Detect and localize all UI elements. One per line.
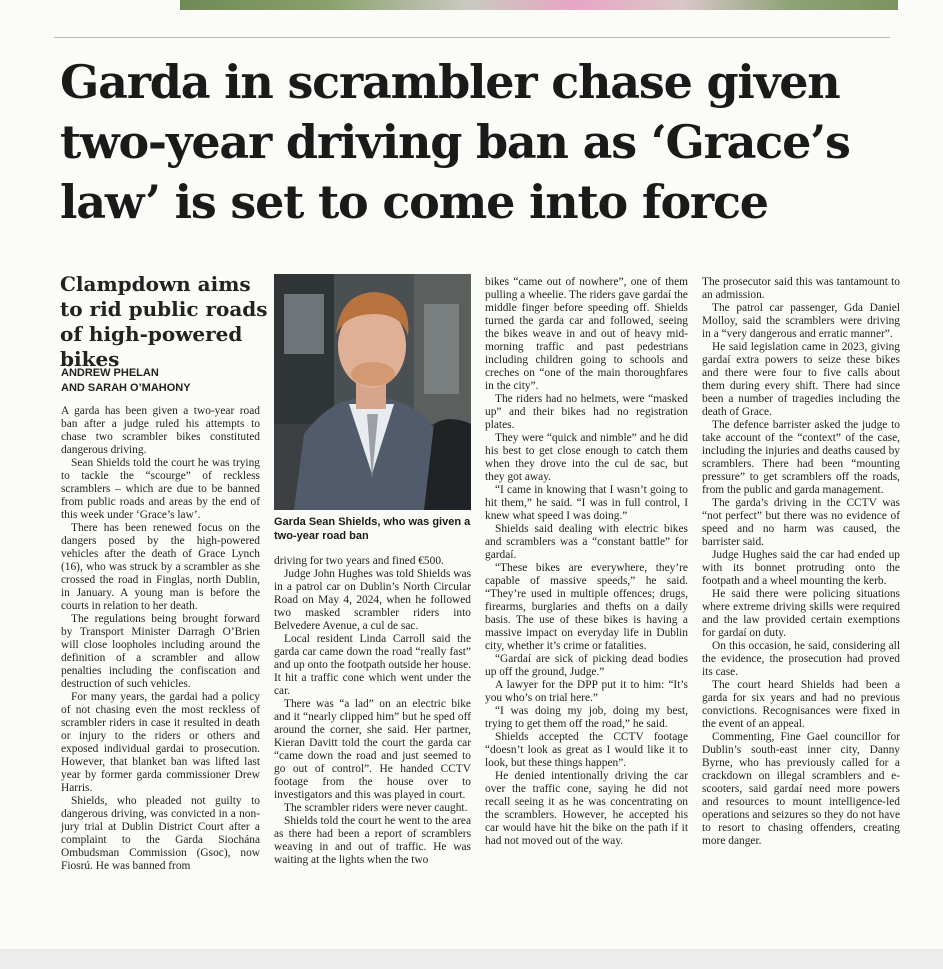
byline — [61, 366, 273, 396]
paragraph: Sean Shields told the court he was trying to tackle the “scourge” of reckless scramblers – which are due to be banned from public roads and areas by the end of this week under ‘Grace’s law’. — [61, 457, 260, 521]
paragraph: A garda has been given a two-year road ban after a judge ruled his attempts to chase two scrambler bikes constituted dangerous driving. — [61, 405, 260, 456]
paragraph: He said legislation came in 2023, giving gardaí extra powers to seize these bikes and there were four to five calls about them during every shift. There had since been a number of tragedies including the death of Grace. — [702, 341, 900, 418]
paragraph: Shields, who pleaded not guilty to dangerous driving, was convicted in a non-jury trial at Dublin District Court after a complaint to the Garda Siochána Ombudsman Commission (Gsoc), now Fiosrú. He was banned from — [61, 795, 260, 872]
section-divider — [54, 37, 890, 38]
paragraph: Judge John Hughes was told Shields was in a patrol car on Dublin’s North Circular Road on May 4, 2024, when he followed two masked scrambler riders into Belvedere Avenue, a cul de sac. — [274, 568, 471, 632]
garda-portrait-image — [274, 274, 471, 510]
article-subhead: Clampdown aims to rid public roads of high-powered bikes — [60, 272, 268, 371]
paragraph: “I was doing my job, doing my best, trying to get them off the road,” he said. — [485, 705, 688, 730]
byline-author-2: AND SARAH O’MAHONY — [61, 382, 191, 394]
paragraph: Shields said dealing with electric bikes and scramblers was a “constant battle” for gardaí. — [485, 523, 688, 561]
body-column-4 — [702, 276, 900, 848]
paragraph: The regulations being brought forward by Transport Minister Darragh O’Brien will close loopholes including around the definition of a scrambler and allow penalties including the confiscation and destruction of such vehicles. — [61, 613, 260, 690]
paragraph: The defence barrister asked the judge to take account of the “context” of the case, including the injuries and deaths caused by scramblers. There had been “mounting pressure” to get scramblers off the roads, from the public and garda management. — [702, 419, 900, 496]
paragraph: On this occasion, he said, considering all the evidence, the prosecution had proved its case. — [702, 640, 900, 678]
body-column-2 — [274, 555, 471, 867]
paragraph: The garda’s driving in the CCTV was “not perfect” but there was no evidence of speed and no harm was caused, the barrister said. — [702, 497, 900, 548]
body-column-3 — [485, 276, 688, 848]
paragraph: The scrambler riders were never caught. — [284, 802, 468, 814]
paragraph: “These bikes are everywhere, they’re capable of massive speeds,” he said. “They’re used in multiple offences; drugs, firearms, burglaries and thefts on a daily basis. The use of these bikes is having a massive impact on everyday life in Dublin city, whether it’s crime or fatalities. — [485, 562, 688, 652]
paragraph: For many years, the gardai had a policy of not chasing even the most reckless of scrambler riders in case it resulted in death or injury to the riders or others and exposed individual gardai to prosecution. However, that blanket ban was lifted last year by former garda commissioner Drew Harris. — [61, 691, 260, 794]
paragraph: He said there were policing situations where extreme driving skills were required and the law provided certain exemptions for gardaí on duty. — [702, 588, 900, 639]
paragraph: The prosecutor said this was tantamount to an admission. — [702, 276, 900, 301]
paragraph: He denied intentionally driving the car over the traffic cone, saying he did not recall seeing it as he was concentrating on the scramblers. However, he accepted his car would have hit the bike on the path if it had not moved out of the way. — [485, 770, 688, 847]
paragraph: Judge Hughes said the car had ended up with its bonnet protruding onto the footpath and a wheel mounting the kerb. — [702, 549, 900, 587]
paragraph: Shields accepted the CCTV footage “doesn’t look as great as I would like it to look, but these things happen”. — [485, 731, 688, 769]
viewer-bottom-bar — [0, 949, 943, 969]
paragraph: The patrol car passenger, Gda Daniel Molloy, said the scramblers were driving in a “very dangerous and erratic manner”. — [702, 302, 900, 340]
paragraph: Commenting, Fine Gael councillor for Dublin’s south-east inner city, Danny Byrne, who has previously called for a crackdown on illegal scramblers and e-scooters, said gardaí need more powers and resources to mount intelligence-led operations and seizures so they do not have to resort to chasing offenders, creating more danger. — [702, 731, 900, 847]
paragraph: They were “quick and nimble” and he did his best to get close enough to catch them when they drove into the cul de sac, but they got away. — [485, 432, 688, 483]
paragraph: There was “a lad” on an electric bike and it “nearly clipped him” but he sped off around the corner, she said. Her partner, Kieran Davitt told the court the garda car “came down the road and just seemed to go out of control”. He handed CCTV footage from the house over to investigators and this was played in court. — [274, 698, 471, 801]
previous-article-photo-strip — [180, 0, 898, 10]
paragraph: bikes “came out of nowhere”, one of them pulling a wheelie. The riders gave gardaí the middle finger before speeding off. Shields turned the garda car and followed, seeing the bikes weave in and out of heavy mid-morning traffic and past pedestrians including children going to schools and creches on “one of the main thoroughfares in the city”. — [485, 276, 688, 392]
paragraph: The court heard Shields had been a garda for six years and had no previous convictions. Recognisances were fixed in the event of an appeal. — [702, 679, 900, 730]
paragraph: A lawyer for the DPP put it to him: “It’s you who’s on trial here.” — [485, 679, 688, 704]
paragraph: “Gardaí are sick of picking dead bodies up off the ground, Judge.” — [485, 653, 688, 678]
paragraph: The riders had no helmets, were “masked up” and their bikes had no registration plates. — [485, 393, 688, 431]
paragraph: Local resident Linda Carroll said the garda car came down the road “really fast” and up onto the footpath outside her house. It hit a traffic cone which went under the car. — [274, 633, 471, 697]
paragraph: “I came in knowing that I wasn’t going to hit them,” he said. “I was in full control, I knew what speed I was doing.” — [485, 484, 688, 522]
paragraph: Shields told the court he went to the area as there had been a report of scramblers weaving in and out of traffic. He was waiting at the lights when the two — [274, 815, 471, 866]
paragraph: driving for two years and fined €500. — [274, 555, 444, 567]
paragraph: There has been renewed focus on the dangers posed by the high-powered vehicles after the death of Grace Lynch (16), who was struck by a scrambler as she crossed the road in Finglas, north Dublin, in January. A young man is before the courts in relation to her death. — [61, 522, 260, 612]
article-headline: Garda in scrambler chase given two-year driving ban as ‘Grace’s law’ is set to come into force — [60, 55, 850, 229]
byline-author-1: ANDREW PHELAN — [61, 367, 159, 379]
garda-photo — [274, 274, 471, 510]
photo-caption: Garda Sean Shields, who was given a two-year road ban — [274, 516, 471, 542]
body-column-1 — [61, 405, 260, 873]
